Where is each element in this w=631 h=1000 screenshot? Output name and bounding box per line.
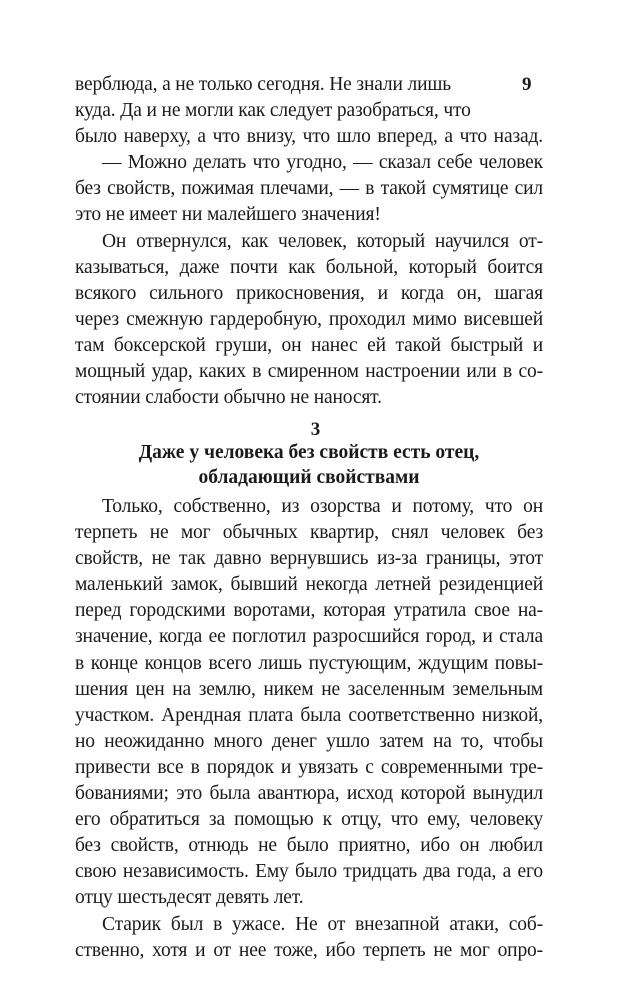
text-line: куда. Да и не могли как следует разобраться, что bbox=[75, 100, 471, 122]
text-line: маленький замок, бывший некогда летней резиденцией bbox=[75, 574, 543, 596]
text-line: значение, когда ее поглотил разросшийся город, и стала bbox=[75, 626, 543, 648]
chapter-title-line: обладающий свойствами bbox=[198, 467, 420, 488]
paragraph bbox=[75, 72, 543, 150]
text-line: его обратиться за помощью к отцу, что ему, человеку bbox=[75, 809, 543, 831]
text-block-top bbox=[75, 72, 543, 411]
text-block-bottom bbox=[75, 494, 543, 964]
text-line: участком. Арендная плата была соответственно низкой, bbox=[75, 704, 543, 726]
text-line: бованиями; это была авантюра, исход которой вынудил bbox=[75, 783, 543, 805]
text-line: было наверху, а что внизу, что шло вперед, а что назад. bbox=[75, 126, 543, 148]
text-line: Он отвернулся, как человек, который научился от- bbox=[102, 230, 543, 252]
paragraph bbox=[75, 229, 543, 412]
paragraph bbox=[75, 494, 543, 912]
text-line: мощный удар, каких в смиренном настроении или в со- bbox=[75, 361, 543, 383]
text-line: терпеть не мог обычных квартир, снял человек без bbox=[75, 522, 543, 544]
text-line: Только, собственно, из озорства и потому, что он bbox=[102, 496, 543, 517]
text-line: без свойств, пожимая плечами, — в такой сумятице сил bbox=[75, 178, 543, 200]
text-line: но неожиданно много денег ушло затем на то, чтобы bbox=[75, 730, 543, 752]
text-line: свойств, не так давно вернувшись из-за границы, этот bbox=[75, 548, 543, 570]
text-line: отцу шестьдесят девять лет. bbox=[75, 887, 304, 909]
chapter-number: 3 bbox=[310, 419, 321, 440]
text-line: без свойств, отнюдь не было приятно, ибо он любил bbox=[75, 835, 543, 857]
page-number: 9 bbox=[522, 74, 532, 95]
text-line: казываться, даже почти как больной, который боится bbox=[75, 256, 543, 278]
text-line: стоянии слабости обычно не наносят. bbox=[75, 387, 382, 409]
text-line: ственно, хотя и от нее тоже, ибо терпеть не мог опро- bbox=[75, 939, 543, 961]
text-line: всякого сильного прикосновения, и когда он, шагая bbox=[75, 282, 543, 304]
text-line: там боксерской груши, он нанес ей такой быстрый и bbox=[75, 334, 543, 356]
text-line: через смежную гардеробную, проходил мимо висевшей bbox=[75, 308, 543, 330]
text-line: привести все в порядок и увязать с современными тре- bbox=[75, 756, 543, 778]
chapter-title bbox=[75, 440, 543, 490]
text-line: шения цен на землю, никем не заселенным земельным bbox=[75, 678, 543, 700]
text-line: это не имеет ни малейшего значения! bbox=[75, 204, 381, 226]
paragraph bbox=[75, 912, 543, 964]
text-line: перед городскими воротами, которая утратила свое на- bbox=[75, 600, 543, 622]
chapter-title-line: Даже у человека без свойств есть отец, bbox=[138, 442, 480, 463]
text-line: верблюда, а не только сегодня. Не знали лишь bbox=[75, 74, 451, 95]
text-line: свою независимость. Ему было тридцать два года, а его bbox=[75, 861, 543, 883]
text-line: — Можно делать что угодно, — сказал себе человек bbox=[102, 152, 543, 174]
paragraph bbox=[75, 150, 543, 228]
text-line: в конце концов всего лишь пустующим, ждущим повы- bbox=[75, 652, 543, 674]
text-line: Старик был в ужасе. Не от внезапной атаки, соб- bbox=[102, 913, 543, 935]
